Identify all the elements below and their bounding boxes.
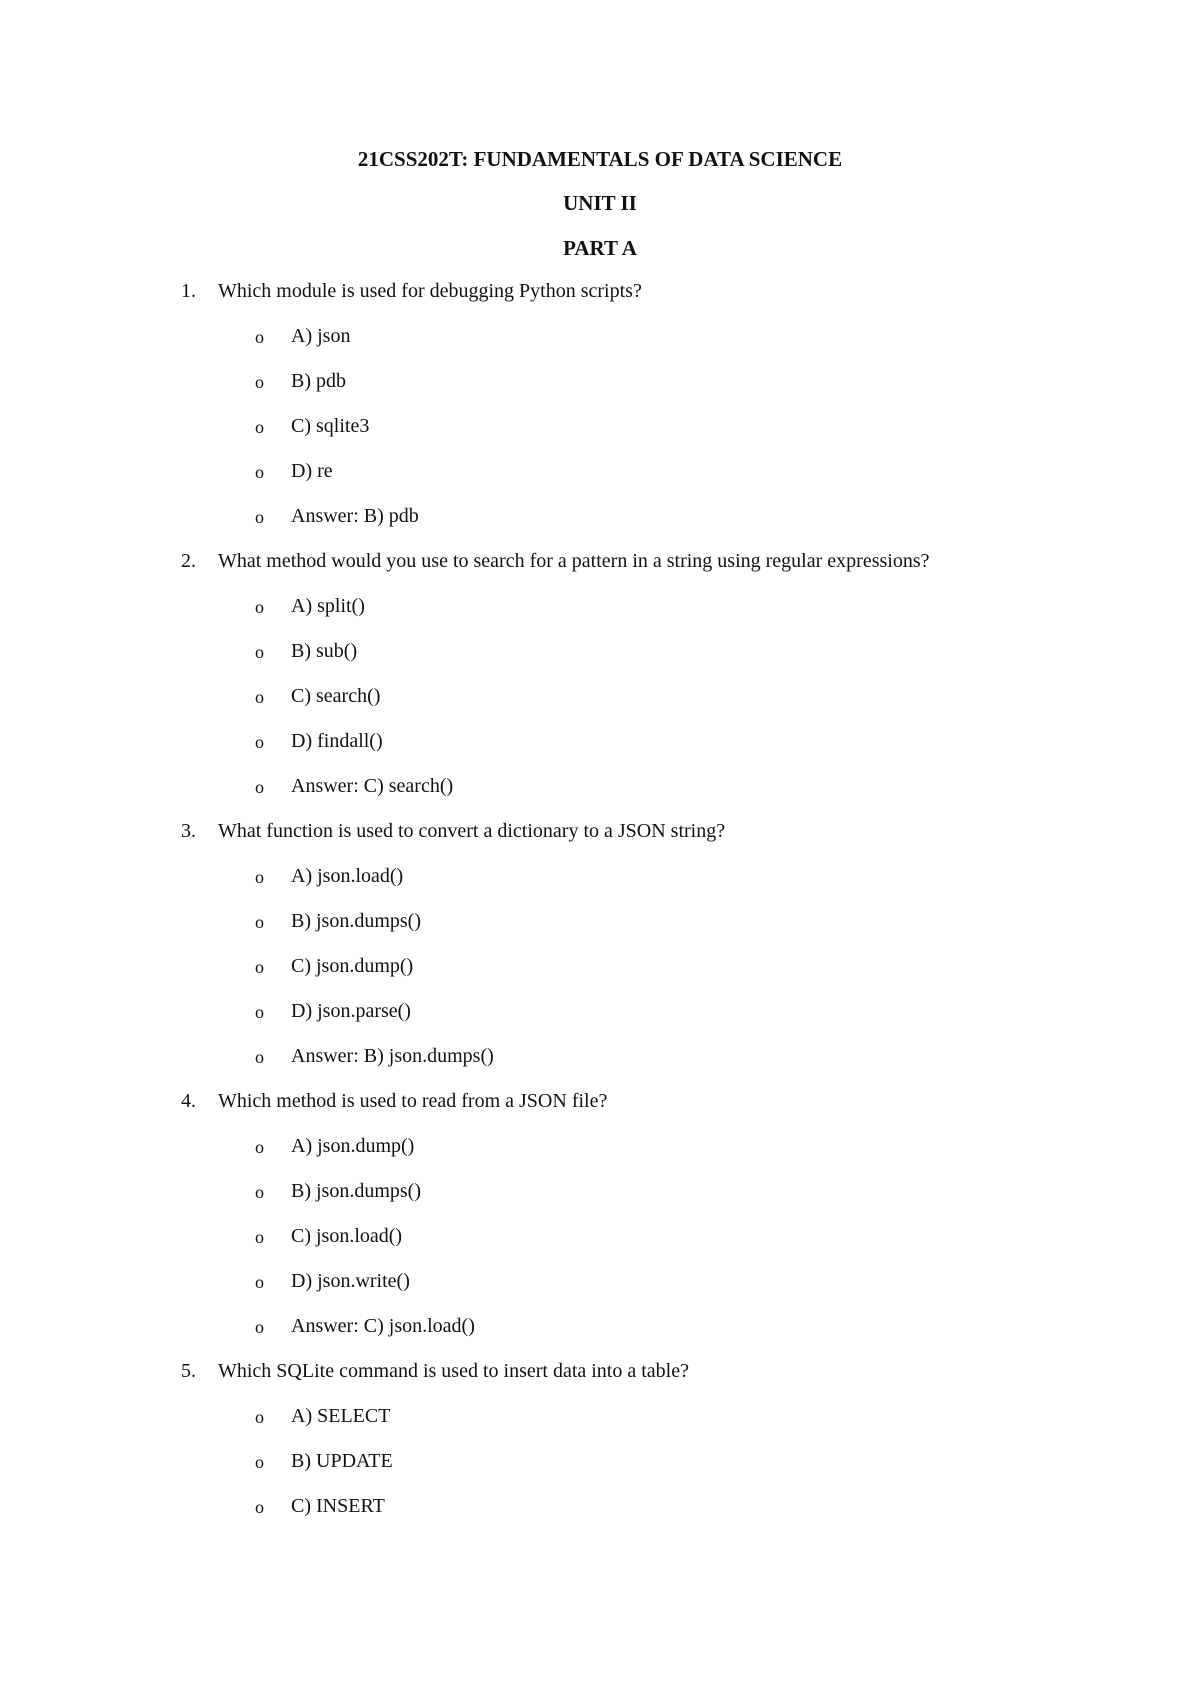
option-item [0, 459, 1200, 504]
option-list [0, 324, 1200, 549]
question-number: 4. [181, 1090, 196, 1112]
answer-text: Answer: B) pdb [291, 505, 419, 527]
option-item [0, 864, 1200, 909]
bullet-icon: o [255, 597, 264, 617]
bullet-icon: o [255, 462, 264, 482]
option-item [0, 1449, 1200, 1494]
question-item [0, 1359, 1200, 1539]
bullet-icon: o [255, 327, 264, 347]
question-line [0, 549, 1200, 594]
option-text: C) INSERT [291, 1495, 385, 1517]
option-text: C) json.dump() [291, 955, 414, 977]
option-text: D) re [291, 460, 333, 482]
answer-text: Answer: B) json.dumps() [291, 1045, 494, 1067]
option-item [0, 1269, 1200, 1314]
bullet-icon: o [255, 1497, 264, 1517]
option-item [0, 999, 1200, 1044]
document-title: 21CSS202T: FUNDAMENTALS OF DATA SCIENCE [357, 147, 843, 171]
option-item [0, 684, 1200, 729]
bullet-icon: o [255, 1137, 264, 1157]
question-number: 1. [181, 280, 196, 302]
question-text: Which module is used for debugging Python scripts? [218, 280, 642, 302]
option-text: A) SELECT [291, 1405, 391, 1427]
bullet-icon: o [255, 1272, 264, 1292]
option-item [0, 954, 1200, 999]
bullet-icon: o [255, 1452, 264, 1472]
option-list [0, 1404, 1200, 1539]
answer-item [0, 504, 1200, 549]
bullet-icon: o [255, 912, 264, 932]
bullet-icon: o [255, 1407, 264, 1427]
bullet-icon: o [255, 1317, 264, 1337]
answer-item [0, 1314, 1200, 1359]
option-item [0, 369, 1200, 414]
option-item [0, 414, 1200, 459]
option-text: B) json.dumps() [291, 1180, 421, 1202]
question-item [0, 1089, 1200, 1359]
question-number: 2. [181, 550, 196, 572]
option-item [0, 909, 1200, 954]
question-item [0, 549, 1200, 819]
option-text: A) json.dump() [291, 1135, 415, 1157]
option-item [0, 1494, 1200, 1539]
option-list [0, 594, 1200, 819]
option-item [0, 1404, 1200, 1449]
question-text: What method would you use to search for a pattern in a string using regular expressions? [218, 550, 930, 572]
question-text: What function is used to convert a dictionary to a JSON string? [218, 820, 726, 842]
option-text: B) json.dumps() [291, 910, 421, 932]
bullet-icon: o [255, 1182, 264, 1202]
bullet-icon: o [255, 642, 264, 662]
question-line [0, 819, 1200, 864]
option-item [0, 324, 1200, 369]
option-text: B) sub() [291, 640, 358, 662]
bullet-icon: o [255, 687, 264, 707]
unit-heading: UNIT II [563, 191, 637, 215]
option-text: D) json.write() [291, 1270, 410, 1292]
bullet-icon: o [255, 867, 264, 887]
question-line [0, 1359, 1200, 1404]
bullet-icon: o [255, 1002, 264, 1022]
question-text: Which SQLite command is used to insert data into a table? [218, 1360, 689, 1382]
option-text: D) json.parse() [291, 1000, 411, 1022]
option-text: A) json.load() [291, 865, 404, 887]
option-text: C) sqlite3 [291, 415, 370, 437]
answer-item [0, 774, 1200, 819]
bullet-icon: o [255, 957, 264, 977]
bullet-icon: o [255, 1047, 264, 1067]
question-text: Which method is used to read from a JSON file? [218, 1090, 608, 1112]
option-text: A) split() [291, 595, 365, 617]
option-item [0, 729, 1200, 774]
bullet-icon: o [255, 1227, 264, 1247]
answer-text: Answer: C) json.load() [291, 1315, 475, 1337]
option-list [0, 864, 1200, 1089]
option-item [0, 594, 1200, 639]
question-line [0, 279, 1200, 324]
option-text: B) UPDATE [291, 1450, 393, 1472]
option-text: B) pdb [291, 370, 346, 392]
answer-item [0, 1044, 1200, 1089]
option-text: D) findall() [291, 730, 383, 752]
bullet-icon: o [255, 417, 264, 437]
question-number: 5. [181, 1360, 196, 1382]
bullet-icon: o [255, 507, 264, 527]
option-text: A) json [291, 325, 351, 347]
question-item [0, 279, 1200, 549]
question-item [0, 819, 1200, 1089]
answer-text: Answer: C) search() [291, 775, 454, 797]
bullet-icon: o [255, 372, 264, 392]
option-item [0, 639, 1200, 684]
bullet-icon: o [255, 777, 264, 797]
question-list [0, 279, 1200, 1539]
part-heading: PART A [563, 236, 637, 260]
option-list [0, 1134, 1200, 1359]
question-number: 3. [181, 820, 196, 842]
bullet-icon: o [255, 732, 264, 752]
option-item [0, 1224, 1200, 1269]
question-line [0, 1089, 1200, 1134]
option-item [0, 1134, 1200, 1179]
option-text: C) search() [291, 685, 381, 707]
option-text: C) json.load() [291, 1225, 403, 1247]
option-item [0, 1179, 1200, 1224]
